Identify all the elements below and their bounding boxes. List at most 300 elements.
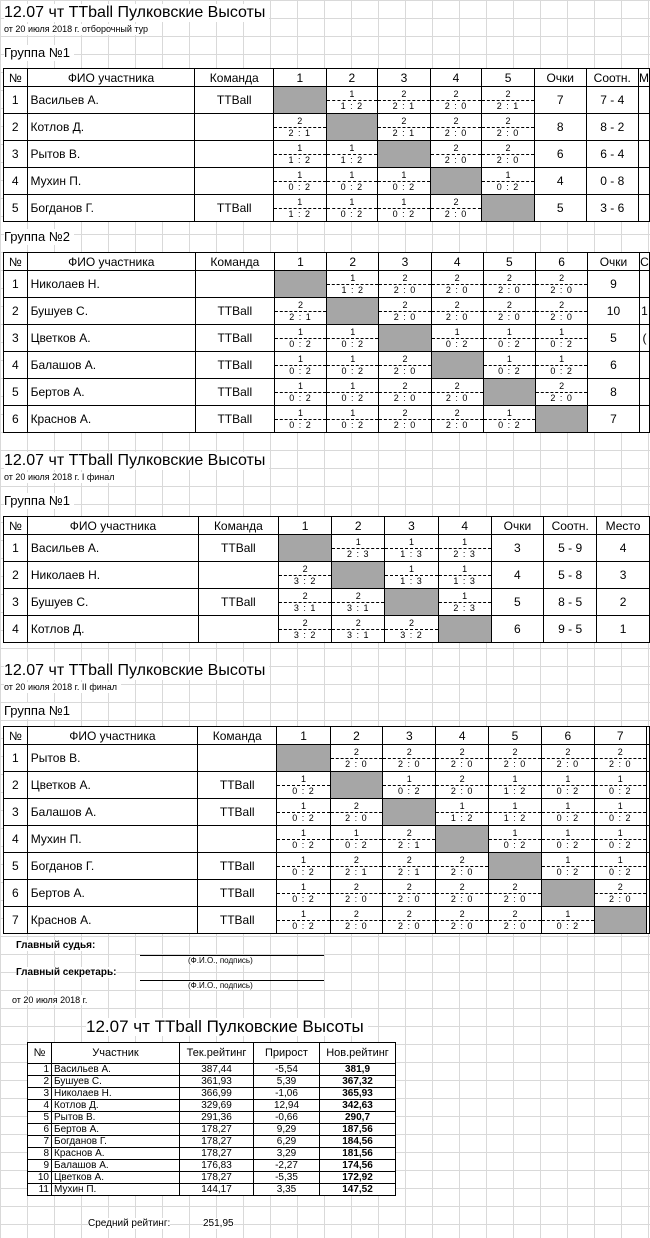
team-name bbox=[195, 271, 274, 298]
row-extra bbox=[646, 772, 649, 799]
match-result-cell bbox=[594, 880, 646, 907]
match-result-cell bbox=[383, 745, 436, 772]
match-result bbox=[489, 801, 541, 823]
match-score: 0 : 2 bbox=[542, 839, 593, 850]
row-extra bbox=[638, 87, 649, 114]
match-score: 0 : 2 bbox=[327, 181, 378, 192]
diagonal-cell bbox=[277, 745, 330, 772]
match-result-cell bbox=[378, 114, 431, 141]
match-result-cell bbox=[274, 406, 327, 433]
rating-row bbox=[28, 1064, 396, 1076]
match-result bbox=[482, 143, 534, 165]
row-place: 1 bbox=[597, 616, 650, 643]
match-result bbox=[431, 116, 482, 138]
header-opponent-2: 2 bbox=[332, 517, 385, 535]
header-fio: ФИО участника bbox=[27, 727, 197, 745]
match-points: 2 bbox=[353, 909, 359, 919]
match-result bbox=[383, 855, 435, 877]
row-extra bbox=[638, 141, 649, 168]
match-score: 1 : 2 bbox=[436, 812, 487, 823]
diagonal-cell bbox=[483, 379, 536, 406]
rating-new: 172,92 bbox=[320, 1172, 396, 1184]
match-result-cell bbox=[274, 195, 327, 222]
row-points: 7 bbox=[587, 406, 639, 433]
match-score: 2 : 0 bbox=[484, 284, 536, 295]
match-result bbox=[595, 774, 646, 796]
header-fio: ФИО участника bbox=[27, 69, 195, 87]
rating-num: 1 bbox=[28, 1064, 52, 1076]
team-name: TTBall bbox=[195, 379, 274, 406]
match-points: 2 bbox=[506, 273, 512, 283]
match-result-cell bbox=[330, 907, 382, 934]
team-name: TTBall bbox=[195, 298, 274, 325]
row-number: 7 bbox=[4, 907, 28, 934]
match-score: 3 : 2 bbox=[385, 629, 438, 640]
match-points: 2 bbox=[453, 143, 459, 153]
match-result-cell bbox=[274, 141, 327, 168]
diagonal-cell bbox=[326, 114, 378, 141]
match-score: 2 : 0 bbox=[432, 392, 483, 403]
participant-name: Васильев А. bbox=[27, 87, 195, 114]
rating-current: 144,17 bbox=[180, 1184, 254, 1196]
row-ratio: 9 - 5 bbox=[544, 616, 597, 643]
match-points: 1 bbox=[298, 327, 304, 337]
table-row bbox=[4, 168, 650, 195]
match-score: 2 : 0 bbox=[536, 392, 587, 403]
match-points: 2 bbox=[302, 564, 308, 574]
rating-current: 361,93 bbox=[180, 1076, 254, 1088]
match-score: 2 : 1 bbox=[378, 127, 430, 138]
match-result bbox=[383, 882, 435, 904]
match-result-cell bbox=[438, 589, 491, 616]
row-ratio: 0 - 8 bbox=[586, 168, 638, 195]
match-result bbox=[431, 197, 482, 219]
match-points: 1 bbox=[350, 381, 356, 391]
match-points: 1 bbox=[298, 408, 304, 418]
match-score: 0 : 2 bbox=[595, 785, 646, 796]
row-ratio: 8 - 2 bbox=[586, 114, 638, 141]
match-result bbox=[277, 801, 329, 823]
rating-row bbox=[28, 1100, 396, 1112]
team-name: TTBall bbox=[198, 853, 277, 880]
rating-delta: -5,54 bbox=[254, 1064, 320, 1076]
match-result bbox=[279, 591, 332, 613]
header-num: № bbox=[4, 253, 28, 271]
match-score: 0 : 2 bbox=[378, 208, 430, 219]
match-result bbox=[274, 197, 326, 219]
header-extra: С bbox=[640, 254, 649, 269]
row-number: 2 bbox=[4, 772, 28, 799]
match-points: 2 bbox=[512, 909, 518, 919]
match-result-cell bbox=[483, 298, 536, 325]
header-opponent-2: 2 bbox=[330, 727, 382, 745]
header-opponent-4: 4 bbox=[436, 727, 488, 745]
match-points: 1 bbox=[462, 564, 468, 574]
row-points: 5 bbox=[491, 589, 544, 616]
header-opponent-3: 3 bbox=[378, 69, 431, 87]
team-name: TTBall bbox=[195, 325, 274, 352]
rating-header-cell: № bbox=[28, 1043, 52, 1064]
match-points: 2 bbox=[353, 855, 359, 865]
match-result-cell bbox=[330, 853, 382, 880]
rating-header-cell: Нов.рейтинг bbox=[320, 1043, 396, 1064]
match-result bbox=[431, 89, 482, 111]
rating-delta: 6,29 bbox=[254, 1136, 320, 1148]
match-result-cell bbox=[327, 271, 379, 298]
match-score: 2 : 0 bbox=[432, 311, 483, 322]
match-score: 0 : 2 bbox=[277, 920, 329, 931]
average-label: Средний рейтинг: bbox=[88, 1218, 171, 1229]
rating-row bbox=[28, 1088, 396, 1100]
header-fio: ФИО участника bbox=[27, 517, 198, 535]
match-result-cell bbox=[383, 826, 436, 853]
diagonal-cell bbox=[438, 616, 491, 643]
match-result-cell bbox=[332, 616, 385, 643]
rating-row bbox=[28, 1148, 396, 1160]
match-score: 2 : 0 bbox=[536, 311, 587, 322]
table-row bbox=[4, 379, 650, 406]
match-result bbox=[383, 909, 435, 931]
team-name: TTBall bbox=[198, 772, 277, 799]
match-result bbox=[595, 828, 646, 850]
match-points: 2 bbox=[402, 381, 408, 391]
team-name bbox=[198, 745, 277, 772]
match-result-cell bbox=[330, 745, 382, 772]
match-score: 2 : 0 bbox=[431, 100, 482, 111]
row-place: 3 bbox=[597, 562, 650, 589]
match-result bbox=[274, 143, 326, 165]
match-points: 2 bbox=[408, 618, 414, 628]
rating-delta: 12,94 bbox=[254, 1100, 320, 1112]
match-result-cell bbox=[436, 772, 488, 799]
row-number: 4 bbox=[4, 352, 28, 379]
team-name bbox=[199, 562, 279, 589]
diagonal-cell bbox=[278, 535, 332, 562]
table-row bbox=[4, 772, 650, 799]
match-score: 2 : 1 bbox=[378, 100, 430, 111]
diagonal-cell bbox=[542, 880, 594, 907]
match-score: 1 : 2 bbox=[489, 812, 541, 823]
row-number: 5 bbox=[4, 195, 28, 222]
row-number: 2 bbox=[4, 298, 28, 325]
diagonal-cell bbox=[274, 271, 327, 298]
table-row bbox=[4, 826, 650, 853]
match-result-cell bbox=[482, 141, 535, 168]
rating-header-cell: Тек.рейтинг bbox=[180, 1043, 254, 1064]
match-result-cell bbox=[277, 880, 330, 907]
match-result-cell bbox=[278, 616, 332, 643]
team-name bbox=[195, 141, 274, 168]
group-title: Группа №2 bbox=[4, 229, 74, 245]
match-points: 1 bbox=[512, 801, 518, 811]
match-result bbox=[536, 327, 587, 349]
table-row bbox=[4, 616, 650, 643]
team-name: TTBall bbox=[199, 589, 279, 616]
row-number: 2 bbox=[4, 114, 28, 141]
match-score: 2 : 0 bbox=[379, 284, 431, 295]
match-result bbox=[432, 408, 483, 430]
match-score: 0 : 2 bbox=[484, 338, 536, 349]
rating-header-row bbox=[28, 1043, 396, 1064]
rating-table bbox=[27, 1042, 396, 1196]
row-points: 10 bbox=[587, 298, 639, 325]
match-points: 1 bbox=[301, 855, 307, 865]
match-result-cell bbox=[274, 325, 327, 352]
match-points: 2 bbox=[505, 89, 511, 99]
match-score: 1 : 2 bbox=[489, 785, 541, 796]
match-result bbox=[277, 882, 329, 904]
match-result-cell bbox=[385, 535, 439, 562]
section-title: 12.07 чт TTball Пулковские Высоты bbox=[4, 662, 269, 680]
row-number: 3 bbox=[4, 141, 28, 168]
header-opponent-5: 5 bbox=[482, 69, 535, 87]
rating-current: 329,69 bbox=[180, 1100, 254, 1112]
match-result-cell bbox=[327, 352, 379, 379]
match-result bbox=[436, 801, 487, 823]
match-score: 2 : 0 bbox=[482, 154, 534, 165]
match-result bbox=[275, 300, 327, 322]
match-result-cell bbox=[378, 195, 431, 222]
participant-name: Краснов А. bbox=[27, 406, 195, 433]
match-points: 2 bbox=[453, 116, 459, 126]
row-points: 8 bbox=[534, 114, 586, 141]
match-score: 0 : 2 bbox=[482, 181, 534, 192]
participant-name: Богданов Г. bbox=[27, 853, 197, 880]
rating-participant: Николаев Н. bbox=[52, 1088, 180, 1100]
rating-new: 381,9 bbox=[320, 1064, 396, 1076]
rating-current: 291,36 bbox=[180, 1112, 254, 1124]
team-name bbox=[195, 168, 274, 195]
match-score: 3 : 1 bbox=[332, 602, 384, 613]
table-row bbox=[4, 562, 650, 589]
match-score: 0 : 2 bbox=[274, 181, 326, 192]
rating-participant: Цветков А. bbox=[52, 1172, 180, 1184]
match-result-cell bbox=[277, 826, 330, 853]
match-score: 2 : 0 bbox=[436, 785, 487, 796]
match-score: 1 : 2 bbox=[327, 154, 378, 165]
match-result-cell bbox=[326, 168, 378, 195]
diagonal-cell bbox=[332, 562, 385, 589]
judge-label: Главный судья: bbox=[16, 940, 96, 951]
header-opponent-4: 4 bbox=[430, 69, 482, 87]
rating-delta: -2,27 bbox=[254, 1160, 320, 1172]
diagonal-cell bbox=[482, 195, 535, 222]
header-team: Команда bbox=[195, 69, 274, 87]
header-opponent-4: 4 bbox=[431, 253, 483, 271]
match-points: 2 bbox=[406, 828, 412, 838]
match-result-cell bbox=[436, 880, 488, 907]
match-result-cell bbox=[542, 772, 594, 799]
match-result-cell bbox=[332, 535, 385, 562]
results-table bbox=[3, 252, 650, 433]
match-points: 2 bbox=[453, 89, 459, 99]
participant-name: Бертов А. bbox=[27, 880, 197, 907]
row-number: 3 bbox=[4, 589, 28, 616]
match-result bbox=[378, 116, 430, 138]
header-opponent-6: 6 bbox=[536, 253, 588, 271]
results-table bbox=[3, 726, 650, 934]
row-number: 3 bbox=[4, 799, 28, 826]
row-ratio: 8 - 5 bbox=[544, 589, 597, 616]
match-score: 1 : 3 bbox=[439, 575, 491, 586]
match-result bbox=[432, 273, 483, 295]
match-score: 0 : 2 bbox=[378, 181, 430, 192]
match-result bbox=[536, 381, 587, 403]
match-result bbox=[327, 408, 378, 430]
participant-name: Николаев Н. bbox=[27, 562, 198, 589]
participant-name: Балашов А. bbox=[27, 799, 197, 826]
match-result bbox=[331, 909, 382, 931]
row-extra bbox=[646, 853, 649, 880]
match-result bbox=[436, 774, 487, 796]
match-score: 0 : 2 bbox=[327, 338, 378, 349]
participant-name: Мухин П. bbox=[27, 168, 195, 195]
row-number: 1 bbox=[4, 87, 28, 114]
match-result-cell bbox=[385, 616, 439, 643]
match-points: 1 bbox=[350, 273, 356, 283]
match-points: 2 bbox=[454, 300, 460, 310]
match-result-cell bbox=[436, 907, 488, 934]
match-points: 2 bbox=[401, 116, 407, 126]
match-result bbox=[595, 882, 646, 904]
match-score: 2 : 0 bbox=[379, 392, 431, 403]
match-score: 0 : 2 bbox=[542, 812, 593, 823]
team-name bbox=[199, 616, 279, 643]
match-result bbox=[379, 381, 431, 403]
match-points: 1 bbox=[401, 197, 407, 207]
header-opponent-7: 7 bbox=[594, 727, 646, 745]
rating-num: 8 bbox=[28, 1148, 52, 1160]
match-points: 2 bbox=[459, 882, 465, 892]
match-score: 2 : 0 bbox=[331, 812, 382, 823]
match-score: 0 : 2 bbox=[327, 392, 378, 403]
match-result-cell bbox=[594, 745, 646, 772]
rating-delta: 3,29 bbox=[254, 1148, 320, 1160]
match-points: 1 bbox=[349, 143, 355, 153]
header-num: № bbox=[4, 517, 28, 535]
team-name: TTBall bbox=[198, 799, 277, 826]
rating-new: 147,52 bbox=[320, 1184, 396, 1196]
rating-title: 12.07 чт TTball Пулковские Высоты bbox=[86, 1018, 368, 1036]
match-result-cell bbox=[383, 772, 436, 799]
row-number: 5 bbox=[4, 853, 28, 880]
match-result-cell bbox=[330, 826, 382, 853]
match-points: 1 bbox=[301, 909, 307, 919]
match-score: 3 : 1 bbox=[279, 602, 332, 613]
row-extra bbox=[639, 352, 649, 379]
match-result-cell bbox=[431, 298, 483, 325]
match-points: 1 bbox=[355, 537, 361, 547]
match-score: 2 : 0 bbox=[542, 758, 593, 769]
rating-participant: Краснов А. bbox=[52, 1148, 180, 1160]
match-points: 2 bbox=[298, 300, 304, 310]
match-result bbox=[484, 327, 536, 349]
table-row bbox=[4, 535, 650, 562]
header-opponent-4: 4 bbox=[438, 517, 491, 535]
match-points: 1 bbox=[462, 537, 468, 547]
match-result-cell bbox=[594, 853, 646, 880]
match-result bbox=[331, 801, 382, 823]
row-place: 4 bbox=[597, 535, 650, 562]
table-row bbox=[4, 114, 650, 141]
match-points: 1 bbox=[408, 537, 414, 547]
team-name: TTBall bbox=[195, 195, 274, 222]
rating-new: 365,93 bbox=[320, 1088, 396, 1100]
match-result-cell bbox=[327, 379, 379, 406]
match-points: 2 bbox=[559, 300, 565, 310]
match-result bbox=[484, 354, 536, 376]
match-result bbox=[275, 381, 327, 403]
match-score: 0 : 2 bbox=[536, 338, 587, 349]
table-row bbox=[4, 352, 650, 379]
match-points: 2 bbox=[353, 801, 359, 811]
rating-participant: Рытов В. bbox=[52, 1112, 180, 1124]
match-result bbox=[489, 909, 541, 931]
match-result-cell bbox=[274, 352, 327, 379]
match-result-cell bbox=[326, 195, 378, 222]
header-row bbox=[4, 727, 650, 745]
match-score: 1 : 2 bbox=[327, 100, 378, 111]
diagonal-cell bbox=[430, 168, 482, 195]
match-score: 2 : 0 bbox=[379, 311, 431, 322]
match-result-cell bbox=[378, 87, 431, 114]
match-result bbox=[327, 143, 378, 165]
match-points: 1 bbox=[459, 801, 465, 811]
rating-num: 9 bbox=[28, 1160, 52, 1172]
match-points: 1 bbox=[559, 327, 565, 337]
match-result bbox=[378, 89, 430, 111]
table-row bbox=[4, 298, 650, 325]
match-result-cell bbox=[431, 325, 483, 352]
match-result bbox=[536, 273, 587, 295]
match-result-cell bbox=[536, 271, 588, 298]
match-points: 1 bbox=[349, 197, 355, 207]
header-points: Очки bbox=[587, 253, 639, 271]
match-result bbox=[383, 828, 435, 850]
match-result-cell bbox=[488, 772, 541, 799]
match-result bbox=[439, 564, 491, 586]
match-result bbox=[275, 354, 327, 376]
diagonal-cell bbox=[385, 589, 439, 616]
table-row bbox=[4, 880, 650, 907]
match-result bbox=[432, 381, 483, 403]
match-result-cell bbox=[274, 298, 327, 325]
header-extra bbox=[646, 727, 649, 745]
group-title: Группа №1 bbox=[4, 703, 74, 719]
match-points: 1 bbox=[617, 774, 623, 784]
match-result bbox=[432, 300, 483, 322]
match-result-cell bbox=[594, 772, 646, 799]
section-title: 12.07 чт TTball Пулковские Высоты bbox=[4, 452, 269, 470]
table-row bbox=[4, 271, 650, 298]
match-score: 1 : 3 bbox=[385, 575, 438, 586]
match-points: 2 bbox=[402, 273, 408, 283]
row-points: 3 bbox=[491, 535, 544, 562]
match-result-cell bbox=[436, 853, 488, 880]
match-result bbox=[332, 591, 384, 613]
match-result bbox=[432, 327, 483, 349]
match-result-cell bbox=[385, 562, 439, 589]
signature-date: от 20 июля 2018 г. bbox=[12, 995, 88, 1005]
header-team: Команда bbox=[198, 727, 277, 745]
header-ratio: Соотн. bbox=[544, 517, 597, 535]
match-result bbox=[542, 855, 593, 877]
header-place: Место bbox=[597, 517, 650, 535]
rating-new: 184,56 bbox=[320, 1136, 396, 1148]
table-row bbox=[4, 799, 650, 826]
match-result-cell bbox=[431, 406, 483, 433]
rating-row bbox=[28, 1184, 396, 1196]
